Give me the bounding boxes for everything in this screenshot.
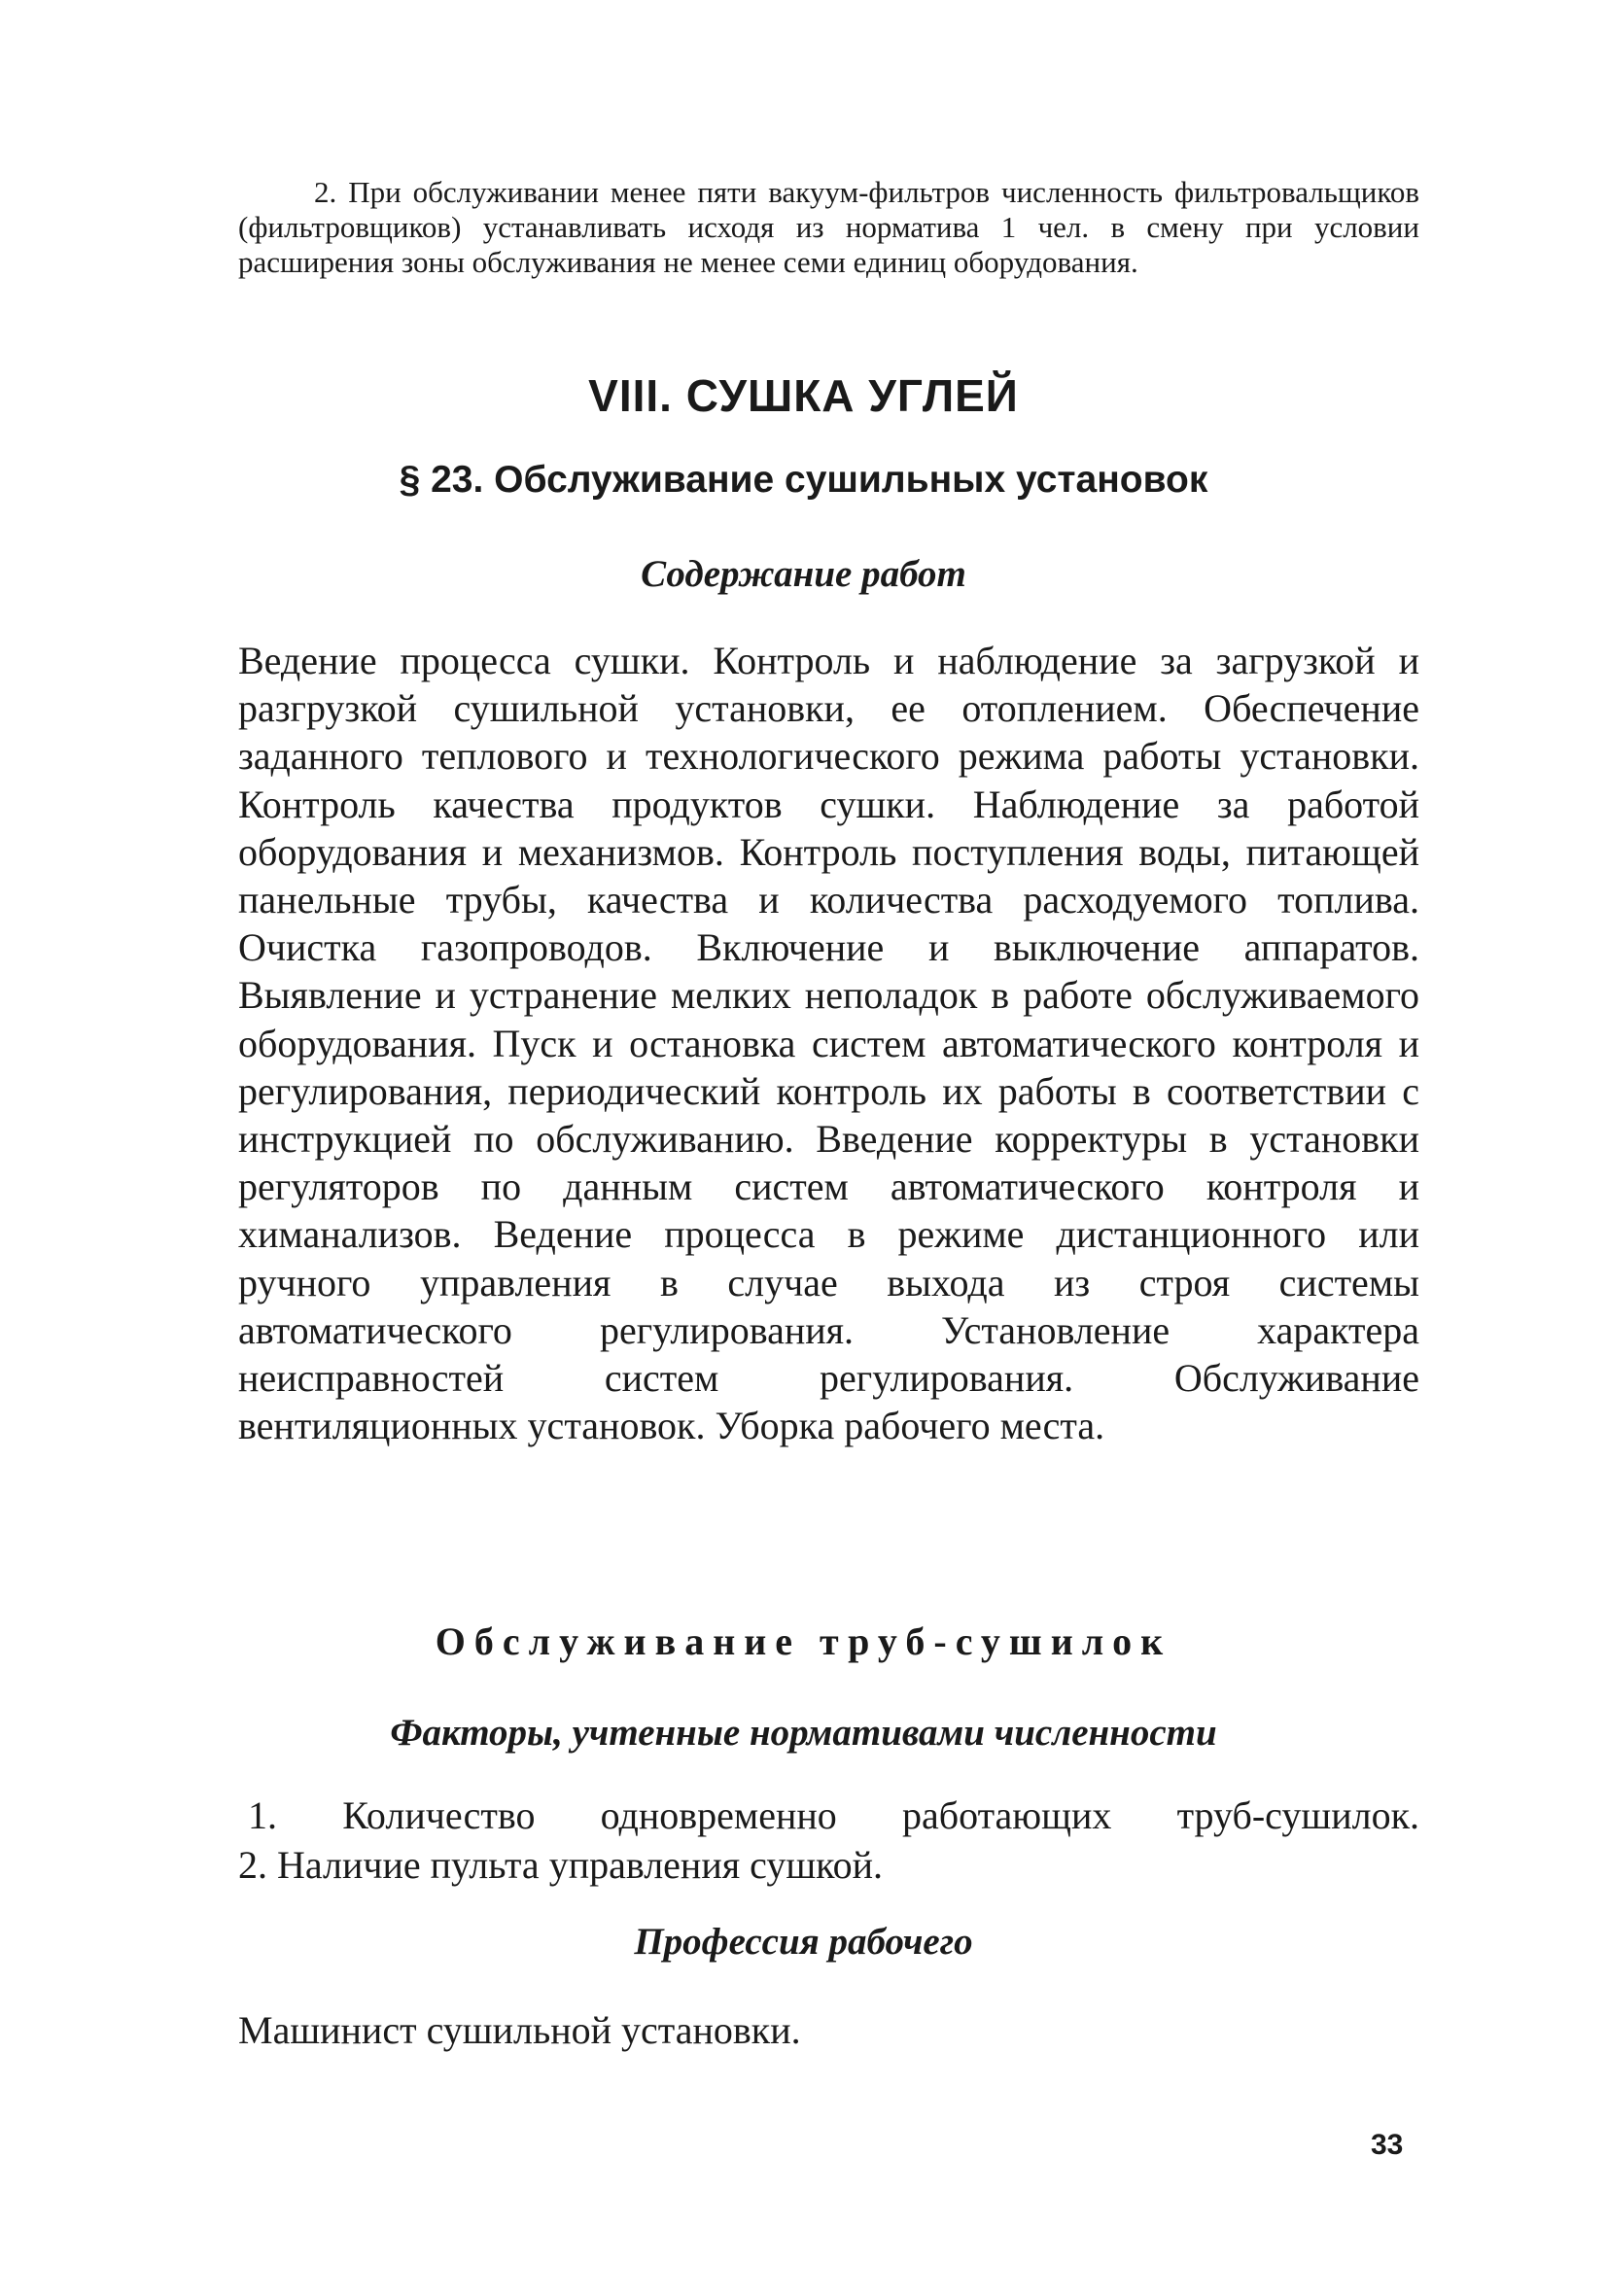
work-content-body <box>238 637 1419 1449</box>
factors-heading: Факторы, учтенные нормативами численности <box>390 1712 1217 1754</box>
factors-list <box>238 1791 1419 1890</box>
section-title: § 23. Обслуживание сушильных установок <box>399 459 1208 501</box>
page-number: 33 <box>1371 2129 1404 2161</box>
profession-text: Машинист сушильной установки. <box>238 2008 801 2052</box>
profession-heading: Профессия рабочего <box>634 1921 973 1963</box>
footnote-paragraph: 2. При обслуживании менее пяти вакуум-фильтров численность фильтровальщиков (фильтровщиков) устанавливать исходя из норматива 1 чел. в смену при условии расширения зоны обслуживания не менее семи единиц оборудования. <box>238 175 1419 279</box>
factor-item: 1. Количество одновременно работающих труб-сушилок. <box>248 1793 1419 1837</box>
work-content-heading: Содержание работ <box>641 553 966 595</box>
work-content-text: Ведение процесса сушки. Контроль и наблюдение за загрузкой и разгрузкой сушильной установки, ее отоплением. Обеспечение заданного теплового и технологического режима работы установки. Контроль качества продуктов сушки. Наблюдение за работой оборудования и механизмов. Контроль поступления воды, питающей панельные трубы, качества и количества расходуемого топлива. Очистка газопроводов. Включение и выключение аппаратов. Выявление и устранение мелких неполадок в работе обслуживаемого оборудования. Пуск и остановка систем автоматического контроля и регулирования, периодический контроль их работы в соответствии с инструкцией по обслуживанию. Введение корректуры в установки регуляторов по данным систем автоматического контроля и химанализов. Ведение процесса в режиме дистанционного или ручного управления в случае выхода из строя системы автоматического регулирования. Установление характера неисправностей систем регулирования. Обслуживание вентиляционных установок. Уборка рабочего места. <box>238 639 1419 1448</box>
chapter-title: VIII. СУШКА УГЛЕЙ <box>588 370 1019 421</box>
subsection-title: Обслуживание труб-сушилок <box>435 1619 1172 1663</box>
factor-item: 2. Наличие пульта управления сушкой. <box>238 1843 883 1887</box>
